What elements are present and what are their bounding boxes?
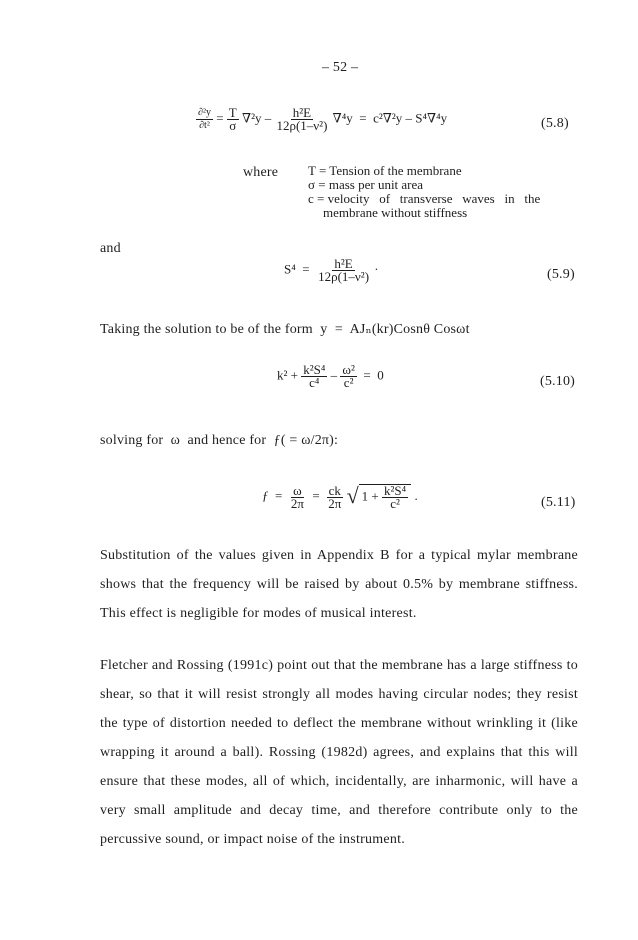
omega-fraction: $\frac{\text{ω²}}{\text{c²}}$ <box>342 362 355 390</box>
omega-2pi-fraction: $\frac{\omega}{2\pi}$ <box>290 482 304 511</box>
square-root-icon: √ <box>346 483 359 508</box>
definition-velocity: c = velocity of transverse waves in the <box>308 191 541 206</box>
paragraph-substitution: Substitution of the values given in Appendix B for a typical mylar membrane shows that the frequency will be raised by about 0.5% by membrane stiffness. This effect is negligible for modes of musical interest. <box>100 548 578 621</box>
lhs-fraction: $\frac{\text{∂²y}}{\text{∂t²}}$ <box>198 107 211 131</box>
equation-5-8 <box>196 107 447 132</box>
minus-sign: – <box>330 367 338 383</box>
where-definitions <box>308 164 540 220</box>
equation-number-5-9: (5.9) <box>547 267 575 282</box>
biharmonic-term: ∇⁴y <box>332 110 353 126</box>
equation-number-5-10: (5.10) <box>540 374 576 389</box>
page-number: – 52 – <box>322 60 359 75</box>
rhs-zero: = 0 <box>363 367 384 383</box>
tension-fraction: $\frac{T}{\sigma}$ <box>228 105 237 133</box>
equation-5-10 <box>277 364 384 389</box>
equals-sign: = <box>302 261 310 277</box>
equation-5-9 <box>284 258 379 283</box>
definition-tension: T = Tension of the membrane <box>308 163 462 178</box>
definition-mass: σ = mass per unit area <box>308 177 424 192</box>
solving-sentence: solving for ω and hence for ƒ( = ω/2π): <box>100 433 339 448</box>
rhs-expression: c²∇²y – S⁴∇⁴y <box>373 110 448 126</box>
s4-fraction: $\frac{\text{h²E}}{\text{12ρ(1–ν²)}}$ <box>318 256 370 284</box>
laplacian-term: ∇²y – <box>242 110 272 126</box>
s4-symbol: S⁴ <box>284 261 296 277</box>
k-squared: k² + <box>277 367 298 383</box>
solution-sentence: Taking the solution to be of the form y = AJₙ(kr)Cosnθ Cosωt <box>100 322 470 337</box>
equals-sign-2: = <box>359 110 367 126</box>
ck-2pi-fraction: $\frac{ck}{2\pi}$ <box>328 482 342 511</box>
equals-sign-2: = <box>312 488 320 503</box>
k2s4-c2-fraction: $\frac{\text{k²S⁴}}{\text{c²}}$ <box>384 482 407 511</box>
equals-sign: = <box>275 488 283 503</box>
equation-number-5-8: (5.8) <box>541 116 569 131</box>
paragraph-fletcher-rossing: Fletcher and Rossing (1991c) point out that the membrane has a large stiffness to shear, so that it will resist strongly all modes having circular nodes; they resist the type of distortion needed to deflect the membrane without wrinkling it (like wrapping it around a ball). Rossing (1982d) agrees, and explains that this will ensure that these modes, all of which, incidentally, are inharmonic, will have a very small amplitude and decay time, and therefore contribute only to the percussive sound, or impact noise of the instrument. <box>100 658 578 847</box>
and-label: and <box>100 241 121 256</box>
dot: . <box>414 488 418 503</box>
definition-velocity-cont: membrane without stiffness <box>323 205 468 220</box>
equals-sign: = <box>216 110 224 126</box>
stiffness-fraction: $\frac{\text{h²E}}{\text{12ρ(1–ν²)}}$ <box>276 105 328 133</box>
square-root-content: 1 + $\frac{\text{k²S⁴}}{\text{c²}}$ <box>359 484 412 510</box>
where-label: where <box>243 165 279 180</box>
equation-5-11 <box>262 480 418 510</box>
dot: · <box>374 261 379 277</box>
equation-number-5-11: (5.11) <box>541 495 576 510</box>
frequency-symbol: ƒ <box>262 488 269 503</box>
k2s4-fraction: $\frac{\text{k²S⁴}}{\text{c⁴}}$ <box>303 362 326 390</box>
